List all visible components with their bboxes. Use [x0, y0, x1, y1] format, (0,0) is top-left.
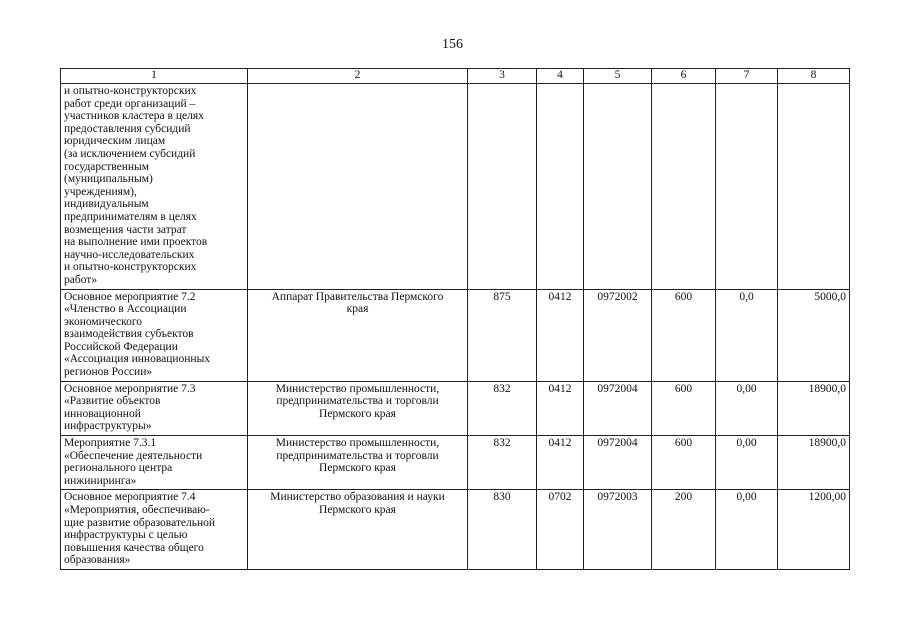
activity-name: Мероприятие 7.3.1 «Обеспечение деятельности регионального центра инжиниринга»: [61, 436, 248, 490]
cell-col6: 600: [652, 289, 716, 381]
cell-col8: 18900,0: [778, 381, 850, 435]
activity-name: Основное мероприятие 7.4 «Мероприятия, обеспечиваю- щие развитие образовательной инфраструктуры с целью повышения качества общего образования»: [61, 490, 248, 570]
cell-col4: 0412: [537, 289, 584, 381]
cell-col8: 5000,0: [778, 289, 850, 381]
executor: Министерство промышленности, предпринимательства и торговли Пермского края: [248, 381, 468, 435]
cell-col5: 0972004: [584, 436, 652, 490]
table-row: [61, 436, 850, 490]
column-header-1: 1: [61, 69, 248, 84]
cell-col6: [652, 84, 716, 290]
column-header-3: 3: [468, 69, 537, 84]
cell-col3: 832: [468, 436, 537, 490]
cell-col3: 832: [468, 381, 537, 435]
cell-col5: 0972004: [584, 381, 652, 435]
table-row: [61, 289, 850, 381]
cell-col8: 1200,00: [778, 490, 850, 570]
header-row: [61, 69, 850, 84]
cell-col8: [778, 84, 850, 290]
cell-col7: 0,00: [716, 436, 778, 490]
cell-col5: 0972002: [584, 289, 652, 381]
cell-col7: 0,0: [716, 289, 778, 381]
column-header-6: 6: [652, 69, 716, 84]
executor: Аппарат Правительства Пермского края: [248, 289, 468, 381]
activity-name: Основное мероприятие 7.3 «Развитие объектов инновационной инфраструктуры»: [61, 381, 248, 435]
column-header-7: 7: [716, 69, 778, 84]
cell-col7: [716, 84, 778, 290]
cell-col4: [537, 84, 584, 290]
column-header-5: 5: [584, 69, 652, 84]
cell-col3: 875: [468, 289, 537, 381]
cell-col6: 200: [652, 490, 716, 570]
cell-col7: 0,00: [716, 381, 778, 435]
column-header-8: 8: [778, 69, 850, 84]
executor: Министерство образования и науки Пермского края: [248, 490, 468, 570]
table-row: [61, 84, 850, 290]
cell-col5: [584, 84, 652, 290]
cell-col6: 600: [652, 436, 716, 490]
cell-col4: 0702: [537, 490, 584, 570]
table-row: [61, 490, 850, 570]
cell-col3: [468, 84, 537, 290]
cell-col6: 600: [652, 381, 716, 435]
page-number: 156: [442, 37, 463, 52]
cell-col3: 830: [468, 490, 537, 570]
cell-col4: 0412: [537, 436, 584, 490]
cell-col4: 0412: [537, 381, 584, 435]
table-row: [61, 381, 850, 435]
cell-col5: 0972003: [584, 490, 652, 570]
activity-name: и опытно-конструкторских работ среди организаций – участников кластера в целях предоставления субсидий юридическим лицам (за исключением субсидий государственным (муниципальным) учреждениям), индивидуальным предпринимателям в целях возмещения части затрат на выполнение ими проектов научно-исследовательских и опытно-конструкторских работ»: [61, 84, 248, 290]
column-header-2: 2: [248, 69, 468, 84]
activity-name: Основное мероприятие 7.2 «Членство в Ассоциации экономического взаимодействия субъектов Российской Федерации «Ассоциация инновационных регионов России»: [61, 289, 248, 381]
column-header-4: 4: [537, 69, 584, 84]
executor: [248, 84, 468, 290]
budget-table: [60, 68, 850, 570]
cell-col8: 18900,0: [778, 436, 850, 490]
cell-col7: 0,00: [716, 490, 778, 570]
executor: Министерство промышленности, предпринимательства и торговли Пермского края: [248, 436, 468, 490]
